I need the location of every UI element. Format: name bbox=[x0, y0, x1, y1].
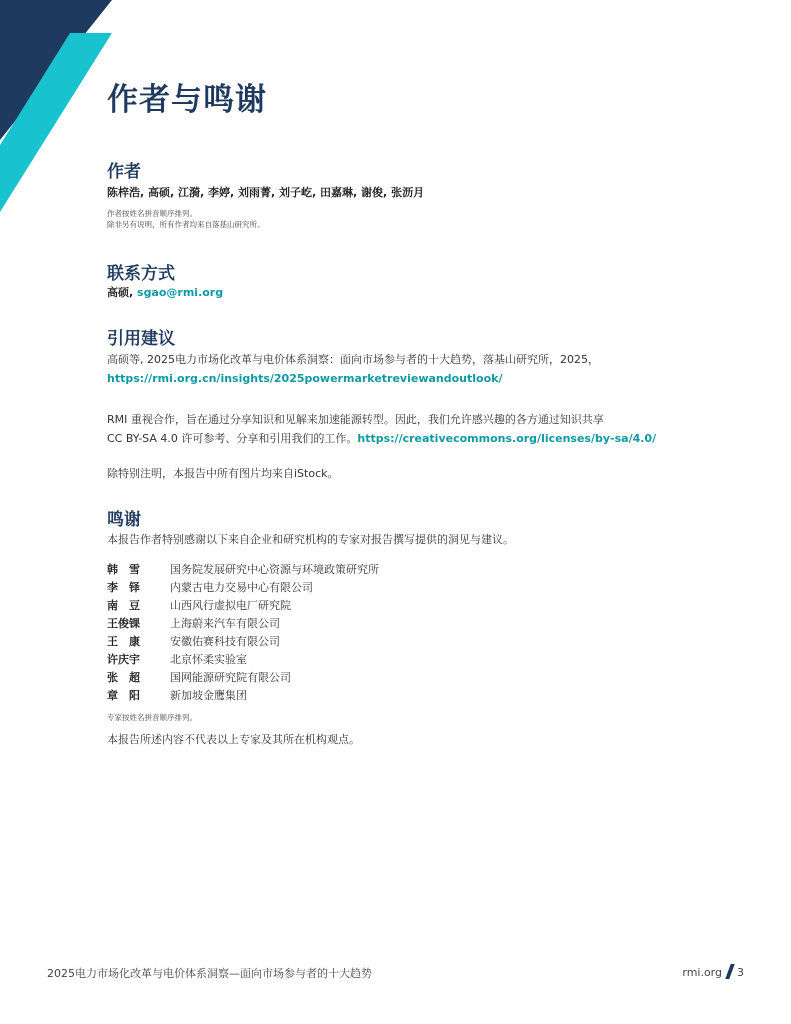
experts-order-note: 专家按姓名拼音顺序排列。 bbox=[107, 713, 197, 722]
contact-heading: 联系方式 bbox=[107, 264, 175, 284]
corner-decoration bbox=[0, 0, 120, 220]
expert-name: 王俊锞 bbox=[107, 617, 140, 630]
expert-org: 新加坡金鹰集团 bbox=[170, 689, 247, 702]
expert-org: 内蒙古电力交易中心有限公司 bbox=[170, 581, 313, 594]
slash-divider-icon bbox=[725, 964, 734, 979]
license-line-2 bbox=[107, 430, 656, 448]
expert-row bbox=[107, 633, 379, 651]
expert-org: 上海蔚来汽车有限公司 bbox=[170, 617, 280, 630]
page-title: 作者与鸣谢 bbox=[107, 82, 267, 118]
expert-row bbox=[107, 687, 379, 705]
expert-name: 许庆宇 bbox=[107, 653, 140, 666]
citation-url-link[interactable]: https://rmi.org.cn/insights/2025powermarketreviewandoutlook/ bbox=[107, 372, 503, 385]
citation-heading: 引用建议 bbox=[107, 329, 175, 349]
acknowledgments-heading: 鸣谢 bbox=[107, 510, 141, 530]
expert-org: 国网能源研究院有限公司 bbox=[170, 671, 291, 684]
license-line-1: RMI 重视合作，旨在通过分享知识和见解来加速能源转型。因此，我们允许感兴趣的各方通过知识共享 bbox=[107, 413, 604, 426]
expert-row bbox=[107, 669, 379, 687]
expert-row bbox=[107, 615, 379, 633]
expert-name: 张 超 bbox=[107, 671, 140, 684]
expert-name: 章 阳 bbox=[107, 689, 140, 702]
expert-name: 王 康 bbox=[107, 635, 140, 648]
authors-affiliation-note: 除非另有说明，所有作者均来自落基山研究所。 bbox=[107, 220, 265, 229]
expert-name: 南 豆 bbox=[107, 599, 140, 612]
images-note: 除特别注明，本报告中所有图片均来自iStock。 bbox=[107, 467, 339, 480]
contact-name: 高硕 bbox=[107, 286, 129, 299]
authors-order-note: 作者按姓名拼音顺序排列。 bbox=[107, 209, 197, 218]
acknowledgments-intro: 本报告作者特别感谢以下来自企业和研究机构的专家对报告撰写提供的洞见与建议。 bbox=[107, 533, 514, 546]
authors-names: 陈梓浩, 高硕, 江漪, 李婷, 刘雨菁, 刘子屹, 田嘉琳, 谢俊, 张沥月 bbox=[107, 186, 425, 199]
expert-row bbox=[107, 651, 379, 669]
contact-separator: , bbox=[129, 286, 138, 299]
citation-text: 高硕等, 2025电力市场化改革与电价体系洞察：面向市场参与者的十大趋势，落基山研究所，2025， bbox=[107, 353, 599, 366]
license-text: CC BY-SA 4.0 许可参考、分享和引用我们的工作。 bbox=[107, 432, 358, 445]
license-url-link[interactable]: https://creativecommons.org/licenses/by-sa/4.0/ bbox=[357, 432, 657, 445]
expert-org: 北京怀柔实验室 bbox=[170, 653, 247, 666]
expert-name: 李 铎 bbox=[107, 581, 140, 594]
disclaimer: 本报告所述内容不代表以上专家及其所在机构观点。 bbox=[107, 733, 360, 746]
expert-row bbox=[107, 597, 379, 615]
footer-site-link[interactable]: rmi.org bbox=[682, 966, 722, 979]
contact-email-link[interactable]: sgao@rmi.org bbox=[137, 286, 224, 299]
expert-row bbox=[107, 561, 379, 579]
footer-report-title: 2025电力市场化改革与电价体系洞察—面向市场参与者的十大趋势 bbox=[47, 967, 372, 980]
expert-org: 安徽佑赛科技有限公司 bbox=[170, 635, 280, 648]
page-number: 3 bbox=[737, 966, 744, 979]
authors-heading: 作者 bbox=[107, 162, 141, 182]
expert-org: 山西风行虚拟电厂研究院 bbox=[170, 599, 291, 612]
expert-row bbox=[107, 579, 379, 597]
expert-list bbox=[107, 561, 379, 705]
contact-line bbox=[107, 284, 223, 302]
expert-name: 韩 雪 bbox=[107, 563, 140, 576]
footer-pagination bbox=[682, 964, 744, 979]
expert-org: 国务院发展研究中心资源与环境政策研究所 bbox=[170, 563, 379, 576]
